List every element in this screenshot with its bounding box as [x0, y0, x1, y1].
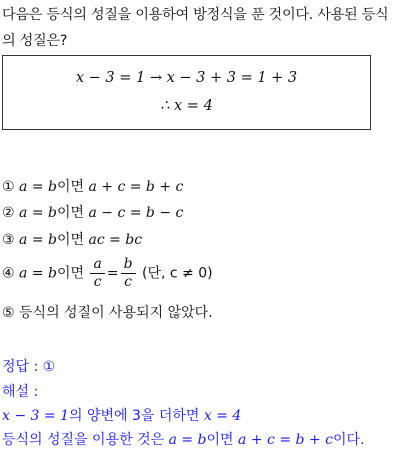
- explanation-text: 의 양변에 3을 더하면: [68, 408, 200, 424]
- option-connector: 이면: [56, 265, 85, 282]
- explanation-line-2: [2, 429, 364, 449]
- option-result: a + c = b + c: [88, 179, 184, 195]
- option-connector: 이면: [56, 179, 85, 195]
- explanation-math: a = b: [168, 432, 207, 448]
- explanation-math: a + c = b + c: [238, 432, 333, 448]
- option-2[interactable]: [2, 202, 183, 222]
- option-3[interactable]: [2, 229, 142, 249]
- fraction-a-over-c: [90, 256, 104, 291]
- option-result: ac = bc: [88, 232, 143, 248]
- explanation-text: 등식의 성질을 이용한 것은: [2, 432, 165, 448]
- fraction-numerator: b: [121, 256, 136, 274]
- option-result: a − c = b − c: [88, 205, 184, 221]
- option-condition: a = b: [19, 179, 57, 195]
- question-text: 다음은 등식의 성질을 이용하여 방정식을 푼 것이다. 사용된 등식의 성질은?: [2, 7, 389, 49]
- explanation-math: x − 3 = 1: [2, 408, 69, 424]
- option-connector: 이면: [56, 205, 85, 221]
- answer-label: 정답 : ①: [2, 359, 56, 375]
- equals-sign: =: [106, 265, 119, 282]
- explanation-math: x = 4: [203, 408, 242, 424]
- option-1[interactable]: [2, 176, 183, 196]
- option-note: (단, c ≠ 0): [142, 265, 213, 282]
- option-number: ⑤: [2, 305, 15, 321]
- option-5[interactable]: [2, 302, 213, 322]
- option-condition: a = b: [19, 205, 57, 221]
- option-4[interactable]: [2, 256, 213, 291]
- option-condition: a = b: [19, 265, 57, 282]
- fraction-b-over-c: [121, 256, 136, 291]
- option-number: ①: [2, 179, 15, 195]
- explanation-text: 이다.: [332, 432, 365, 448]
- box-result-line: ∴ x = 4: [160, 98, 213, 114]
- option-connector: 이면: [56, 232, 85, 248]
- option-number: ④: [2, 265, 15, 282]
- explanation-label: 해설 :: [2, 384, 39, 400]
- explanation-text: 이면: [206, 432, 234, 448]
- box-equation-line: x − 3 = 1 → x − 3 + 3 = 1 + 3: [75, 70, 298, 86]
- fraction-numerator: a: [90, 256, 104, 274]
- fraction-denominator: c: [93, 274, 102, 290]
- option-condition: a = b: [19, 232, 57, 248]
- option-text: 등식의 성질이 사용되지 않았다.: [19, 305, 213, 321]
- explanation-line-1: [2, 405, 241, 425]
- option-number: ②: [2, 205, 15, 221]
- solution-box: [2, 55, 371, 130]
- fraction-denominator: c: [124, 274, 132, 290]
- option-number: ③: [2, 232, 15, 248]
